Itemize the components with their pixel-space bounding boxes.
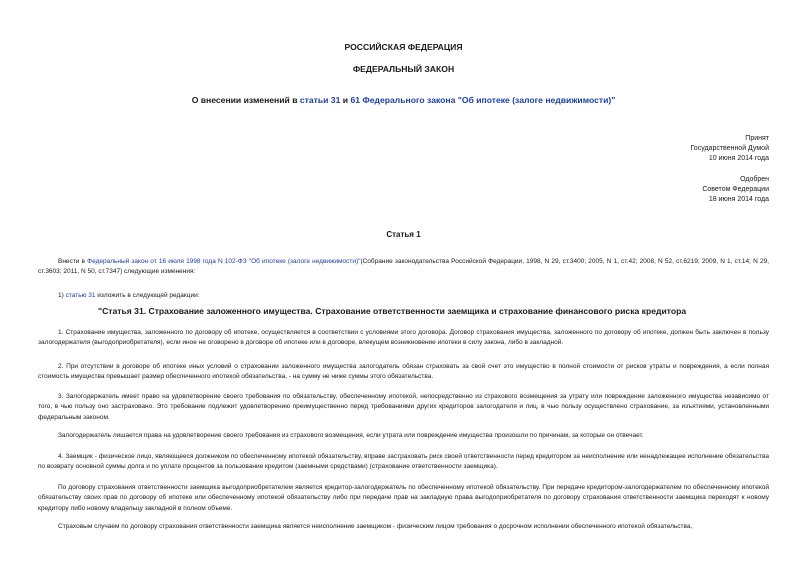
approval-line-3: 18 июня 2014 года: [708, 196, 769, 203]
approval-line-2: Советом Федерации: [702, 186, 769, 193]
law-title: [0, 95, 807, 105]
article-1-item-1: [38, 291, 769, 301]
federal-law-link[interactable]: Федеральный закон от 16 июля 1998 года N 102-ФЗ "Об ипотеке (залоге недвижимости)": [87, 258, 361, 265]
article-31-paragraph-1: 1. Страхование имущества, заложенного по договору об ипотеке, осуществляется в соответствии с условиями этого договора. Договор страхования имущества, заложенного по договору об ипотеке, должен быть заключен в пользу залогодержателя (выгодоприобретателя), если иное не оговорено в договоре об ипотеке или в договоре, влекущем возникновение ипотеки в силу закона, либо в закладной.: [38, 329, 769, 347]
article-31-paragraph-7: Страховым случаем по договору страхования ответственности заемщика является неисполнение заемщиком - физическим лицом требования о досрочном исполнении обеспеченного ипотекой обязательства,: [58, 523, 693, 530]
adoption-line-1: Принят: [745, 135, 769, 142]
article-1-intro: [38, 257, 769, 278]
article-61-link[interactable]: 61 Федерального закона "Об ипотеке (залоге недвижимости)": [350, 95, 616, 105]
intro-suffix: (Собрание законодательства Российской Федерации, 1998, N 29, ст.3400; 2005, N 1, ст.42; 2008, N 52, ст.6219; 2009, N 1, ст.14; N 29, ст.3603; 2011, N 50, ст.7347) следующие изменения:: [38, 258, 769, 276]
article-31-paragraph-2: 2. При отсутствии в договоре об ипотеке иных условий о страховании заложенного имущества залогодатель обязан страховать за свой счет это имущество в полной стоимости от рисков утраты и повреждения, а если полная стоимость имущества превышает размер обеспеченного ипотекой обязательства, - на сумму не ниже суммы этого обязательства.: [38, 363, 769, 381]
article-31-paragraph-6: По договору страхования ответственности заемщика выгодоприобретателем является кредитор-залогодержатель по обеспеченному ипотекой обязательству. При передаче кредитором-залогодержателем по обеспеченному ипотекой обязательству своих прав по договору об ипотеке или обеспеченному ипотекой обязательству либо при передаче прав на закладную права выгодоприобретателя по договору страхования ответственности заемщика переходят к новому кредитору либо новому владельцу закладной в полном объеме.: [38, 484, 769, 512]
article-31-paragraph-5: 4. Заемщик - физическое лицо, являющееся должником по обеспеченному ипотекой обязательству, вправе застраховать риск своей ответственности перед кредитором за неисполнение или ненадлежащее исполнение обязательства по возврату основной суммы долга и по уплате процентов за пользование кредитом (заемными средствами) (страхование ответственности заемщика).: [38, 453, 769, 471]
approval-line-1: Одобрен: [740, 176, 769, 183]
article-1-heading: Статья 1: [386, 230, 421, 239]
law-type-heading: ФЕДЕРАЛЬНЫЙ ЗАКОН: [352, 64, 455, 74]
article-31-paragraph-3: 3. Залогодержатель имеет право на удовлетворение своего требования по обязательству, обеспеченному ипотекой, непосредственно из страхового возмещения за утрату или повреждение заложенного имущества независимо от того, в чью пользу оно застраховано. Это требование подлежит удовлетворению преимущественно перед требованиями других кредиторов залогодателя и лиц, в чью пользу осуществлено страхование, за изъятиями, установленными федеральным законом.: [38, 393, 769, 421]
law-title-mid: и: [340, 95, 351, 105]
adoption-line-2: Государственной Думой: [690, 145, 769, 152]
adoption-block: [690, 134, 769, 164]
item-1-article-link[interactable]: статью 31: [65, 292, 96, 299]
intro-prefix: Внести в: [58, 258, 88, 265]
article-31-link[interactable]: статьи 31: [299, 95, 341, 105]
item-1-prefix: 1): [58, 292, 66, 299]
country-heading: РОССИЙСКАЯ ФЕДЕРАЦИЯ: [344, 42, 463, 52]
article-31-heading: "Статья 31. Страхование заложенного имущества. Страхование ответственности заемщика и страхование финансового риска кредитора: [98, 306, 687, 316]
adoption-line-3: 10 июня 2014 года: [708, 155, 769, 162]
article-31-paragraph-4: Залогодержатель лишается права на удовлетворение своего требования из страхового возмещения, если утрата или повреждение имущества произошли по причинам, за которые он отвечает.: [58, 432, 644, 439]
approval-block: [702, 175, 769, 205]
item-1-suffix: изложить в следующей редакции:: [95, 292, 200, 299]
law-title-prefix: О внесении изменений в: [191, 95, 300, 105]
